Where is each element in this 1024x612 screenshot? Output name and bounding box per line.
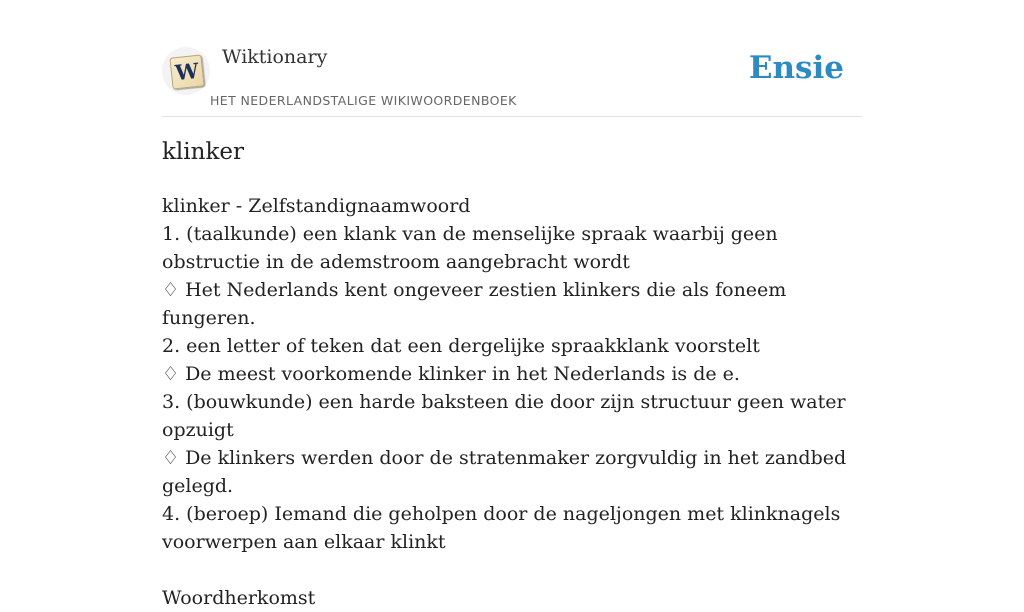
page-title: klinker — [162, 139, 245, 165]
site-header — [162, 0, 862, 117]
entry-content — [162, 192, 862, 612]
definition-3: 3. (bouwkunde) een harde baksteen die door zijn structuur geen water opzuigt — [162, 391, 846, 441]
definition-4: 4. (beroep) Iemand die geholpen door de nageljongen met klinknagels voorwerpen aan elkaar klinkt — [162, 503, 841, 553]
example-2: ♢ De meest voorkomende klinker in het Nederlands is de e. — [162, 363, 740, 385]
site-tagline: HET NEDERLANDSTALIGE WIKIWOORDENBOEK — [210, 93, 517, 108]
entry-heading: klinker - Zelfstandignaamwoord — [162, 195, 471, 217]
logo-tile-icon: W — [169, 54, 204, 89]
example-3: ♢ De klinkers werden door de stratenmaker zorgvuldig in het zandbed gelegd. — [162, 447, 847, 497]
example-1: ♢ Het Nederlands kent ongeveer zestien klinkers die als foneem fungeren. — [162, 279, 787, 329]
wiktionary-logo[interactable] — [162, 47, 210, 95]
ensie-brand-link[interactable]: Ensie — [748, 50, 844, 86]
spacer — [162, 556, 862, 584]
site-name[interactable]: Wiktionary — [222, 46, 328, 68]
definition-1: 1. (taalkunde) een klank van de menselijke spraak waarbij geen obstructie in de ademstroom aangebracht wordt — [162, 223, 778, 273]
definition-2: 2. een letter of teken dat een dergelijke spraakklank voorstelt — [162, 335, 760, 357]
section-heading-etymology: Woordherkomst — [162, 587, 316, 609]
